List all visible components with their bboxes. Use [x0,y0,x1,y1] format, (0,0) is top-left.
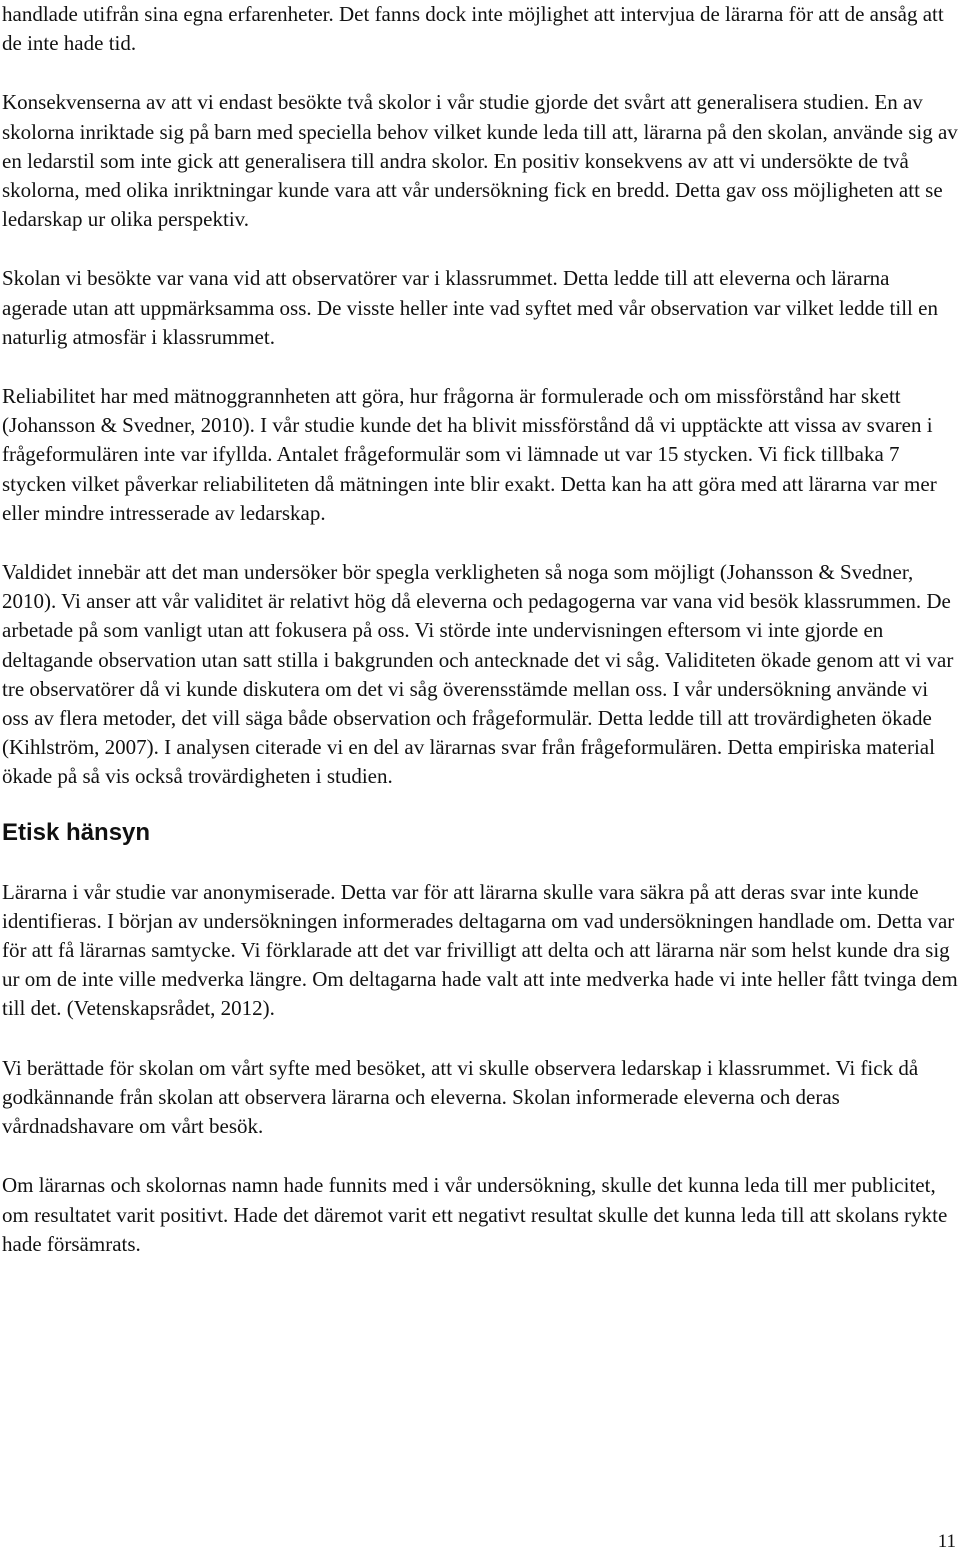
paragraph-reliability: Reliabilitet har med mätnoggrannheten att göra, hur frågorna är formulerade och om missförstånd har skett (Johansson & Svedner, 2010). I vår studie kunde det ha blivit missförstånd då vi upptäckte att vissa av svaren i frågeformulären inte var ifyllda. Antalet frågeformulär som vi lämnade ut var 15 stycken. Vi fick tillbaka 7 stycken vilket påverkar reliabiliteten då mätningen inte blir exakt. Detta kan ha att göra med att lärarna var mer eller mindre intresserade av ledarskap. [2,384,937,525]
paragraph-intro-continuation: handlade utifrån sina egna erfarenheter. Det fanns dock inte möjlighet att intervjua de lärarna för att de ansåg att de inte hade tid. [2,2,944,56]
paragraph-anonymity: Lärarna i vår studie var anonymiserade. Detta var för att lärarna skulle vara säkra på att deras svar inte kunde identifieras. I början av undersökningen informerades deltagarna om vad undersökningen handlade om. Detta var för att få lärarnas samtycke. Vi förklarade att det var frivilligt att delta och att lärarna när som helst kunde dra sig ur om de inte ville medverka längre. Om deltagarna hade valt att inte medverka hade vi inte heller fått tvinga dem till det. (Vetenskapsrådet, 2012). [2,879,958,1021]
paragraph-observers: Skolan vi besökte var vana vid att observatörer var i klassrummet. Detta ledde till att eleverna och lärarna agerade utan att uppmärksamma oss. De visste heller inte vad syftet med vår observation var vilket ledde till en naturlig atmosfär i klassrummet. [2,266,938,349]
paragraph-validity: Valdidet innebär att det man undersöker bör spegla verkligheten så noga som möjligt (Johansson & Svedner, 2010). Vi anser att vår validitet är relativt hög då eleverna och pedagogerna var vana vid besök klassrummen. De arbetade på som vanligt utan att fokusera på oss. Vi störde inte undervisningen eftersom vi inte gjorde en deltagande observation utan satt stilla i bakgrunden och antecknade det vi såg. Validiteten ökade genom att vi var tre observatörer då vi kunde diskutera om det vi såg överensstämde mellan oss. I vår undersökning använde vi oss av flera metoder, det vill säga både observation och frågeformulär. Detta ledde till att trovärdigheten ökade (Kihlström, 2007). I analysen citerade vi en del av lärarnas svar från frågeformulären. Detta empiriska material ökade på så vis också trovärdigheten i studien. [2,560,954,789]
page-number: 11 [937,1531,956,1552]
paragraph-publicity: Om lärarnas och skolornas namn hade funnits med i vår undersökning, skulle det kunna leda till mer publicitet, om resultatet varit positivt. Hade det däremot varit ett negativt resultat skulle det kunna leda till att skolans rykte hade försämrats. [2,1173,948,1256]
paragraph-consequences: Konsekvenserna av att vi endast besökte två skolor i vår studie gjorde det svårt att generalisera studien. En av skolorna inriktade sig på barn med speciella behov vilket kunde leda till att, lärarna på den skolan, använde sig av en ledarstil som inte gick att generalisera till andra skolor. En positiv konsekvens av att vi undersökte de två skolorna, med olika inriktningar kunde vara att vår undersökning fick en bredd. Detta gav oss möjligheten att se ledarskap ur olika perspektiv. [2,90,958,232]
section-heading-ethics: Etisk hänsyn [2,818,151,846]
document-body [2,0,958,1259]
paragraph-school-consent: Vi berättade för skolan om vårt syfte med besöket, att vi skulle observera ledarskap i klassrummet. Vi fick då godkännande från skolan att observera lärarna och eleverna. Skolan informerade eleverna och deras vårdnadshavare om vårt besök. [2,1055,919,1139]
